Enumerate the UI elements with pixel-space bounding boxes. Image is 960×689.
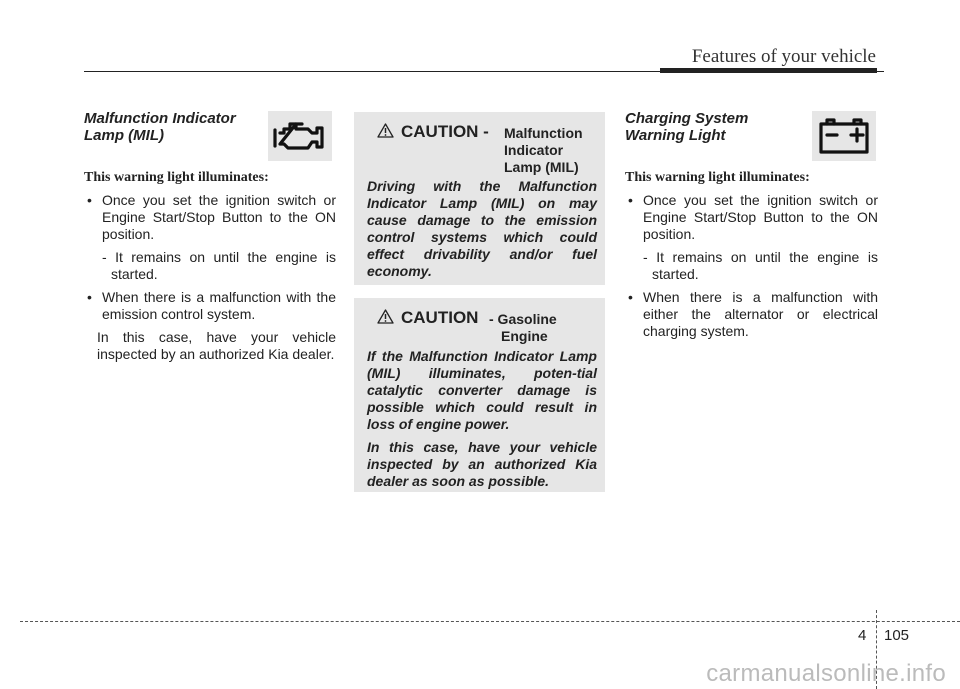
watermark-text: carmanualsonline.info: [706, 660, 946, 687]
section-header-title: Features of your vehicle: [691, 46, 876, 67]
chapter-number: 4: [858, 627, 867, 644]
caution-subject-line3: Lamp (MIL): [504, 159, 579, 175]
header-rule-accent: [660, 68, 877, 73]
mil-intro: This warning light illuminates:: [84, 170, 269, 185]
charging-title-line2: Warning Light: [625, 127, 726, 144]
charging-bullet-2: • When there is a malfunction with either the alternator or electrical charging system.: [625, 289, 878, 340]
footer-rule: [20, 621, 960, 622]
mil-list: [84, 192, 336, 363]
caution-text-2: In this case, have your vehicle inspected by an authorized Kia dealer as soon as possible.: [367, 439, 597, 489]
caution-header: [367, 308, 597, 348]
caution-label: CAUTION: [401, 308, 479, 327]
caution-box-mil: [354, 112, 605, 285]
mil-bullet-1-sub: - It remains on until the engine is started.: [102, 249, 336, 282]
caution-subject-line1: - Gasoline: [489, 311, 557, 327]
charging-intro: This warning light illuminates:: [625, 170, 810, 185]
caution-subject-line1: Malfunction: [504, 125, 583, 141]
caution-box-gasoline: [354, 298, 605, 492]
caution-text-1: If the Malfunction Indicator Lamp (MIL) illuminates, poten-tial catalytic converter damage is possible which could result in loss of engine power.: [367, 348, 597, 432]
mil-bullet-2-para: In this case, have your vehicle inspected by an authorized Kia dealer.: [97, 329, 336, 362]
caution-subject: [504, 125, 583, 176]
warning-triangle-icon: [377, 309, 394, 329]
warning-triangle-icon: [377, 123, 394, 143]
caution-label: CAUTION -: [401, 122, 489, 141]
charging-title-line1: Charging System: [625, 110, 749, 127]
charging-list: [625, 192, 878, 340]
caution-subject: [489, 311, 557, 345]
caution-text: Driving with the Malfunction Indicator Lamp (MIL) on may cause damage to the emission control systems which could effect drivability and/or fuel economy.: [367, 178, 597, 279]
caution-subject-line2: Engine: [501, 328, 548, 344]
caution-header: [367, 122, 597, 178]
engine-icon: [268, 111, 332, 161]
battery-icon: [812, 111, 876, 161]
mil-bullet-2: • When there is a malfunction with the emission control system.: [84, 289, 336, 323]
mil-bullet-1: • Once you set the ignition switch or Engine Start/Stop Button to the ON position.: [84, 192, 336, 243]
charging-bullet-1: • Once you set the ignition switch or Engine Start/Stop Button to the ON position.: [625, 192, 878, 243]
mil-title-line1: Malfunction Indicator: [84, 110, 236, 127]
mil-title-line2: Lamp (MIL): [84, 127, 164, 144]
page-number: 105: [884, 627, 910, 644]
caution-subject-line2: Indicator: [504, 142, 564, 158]
charging-bullet-1-sub: - It remains on until the engine is started.: [643, 249, 878, 282]
